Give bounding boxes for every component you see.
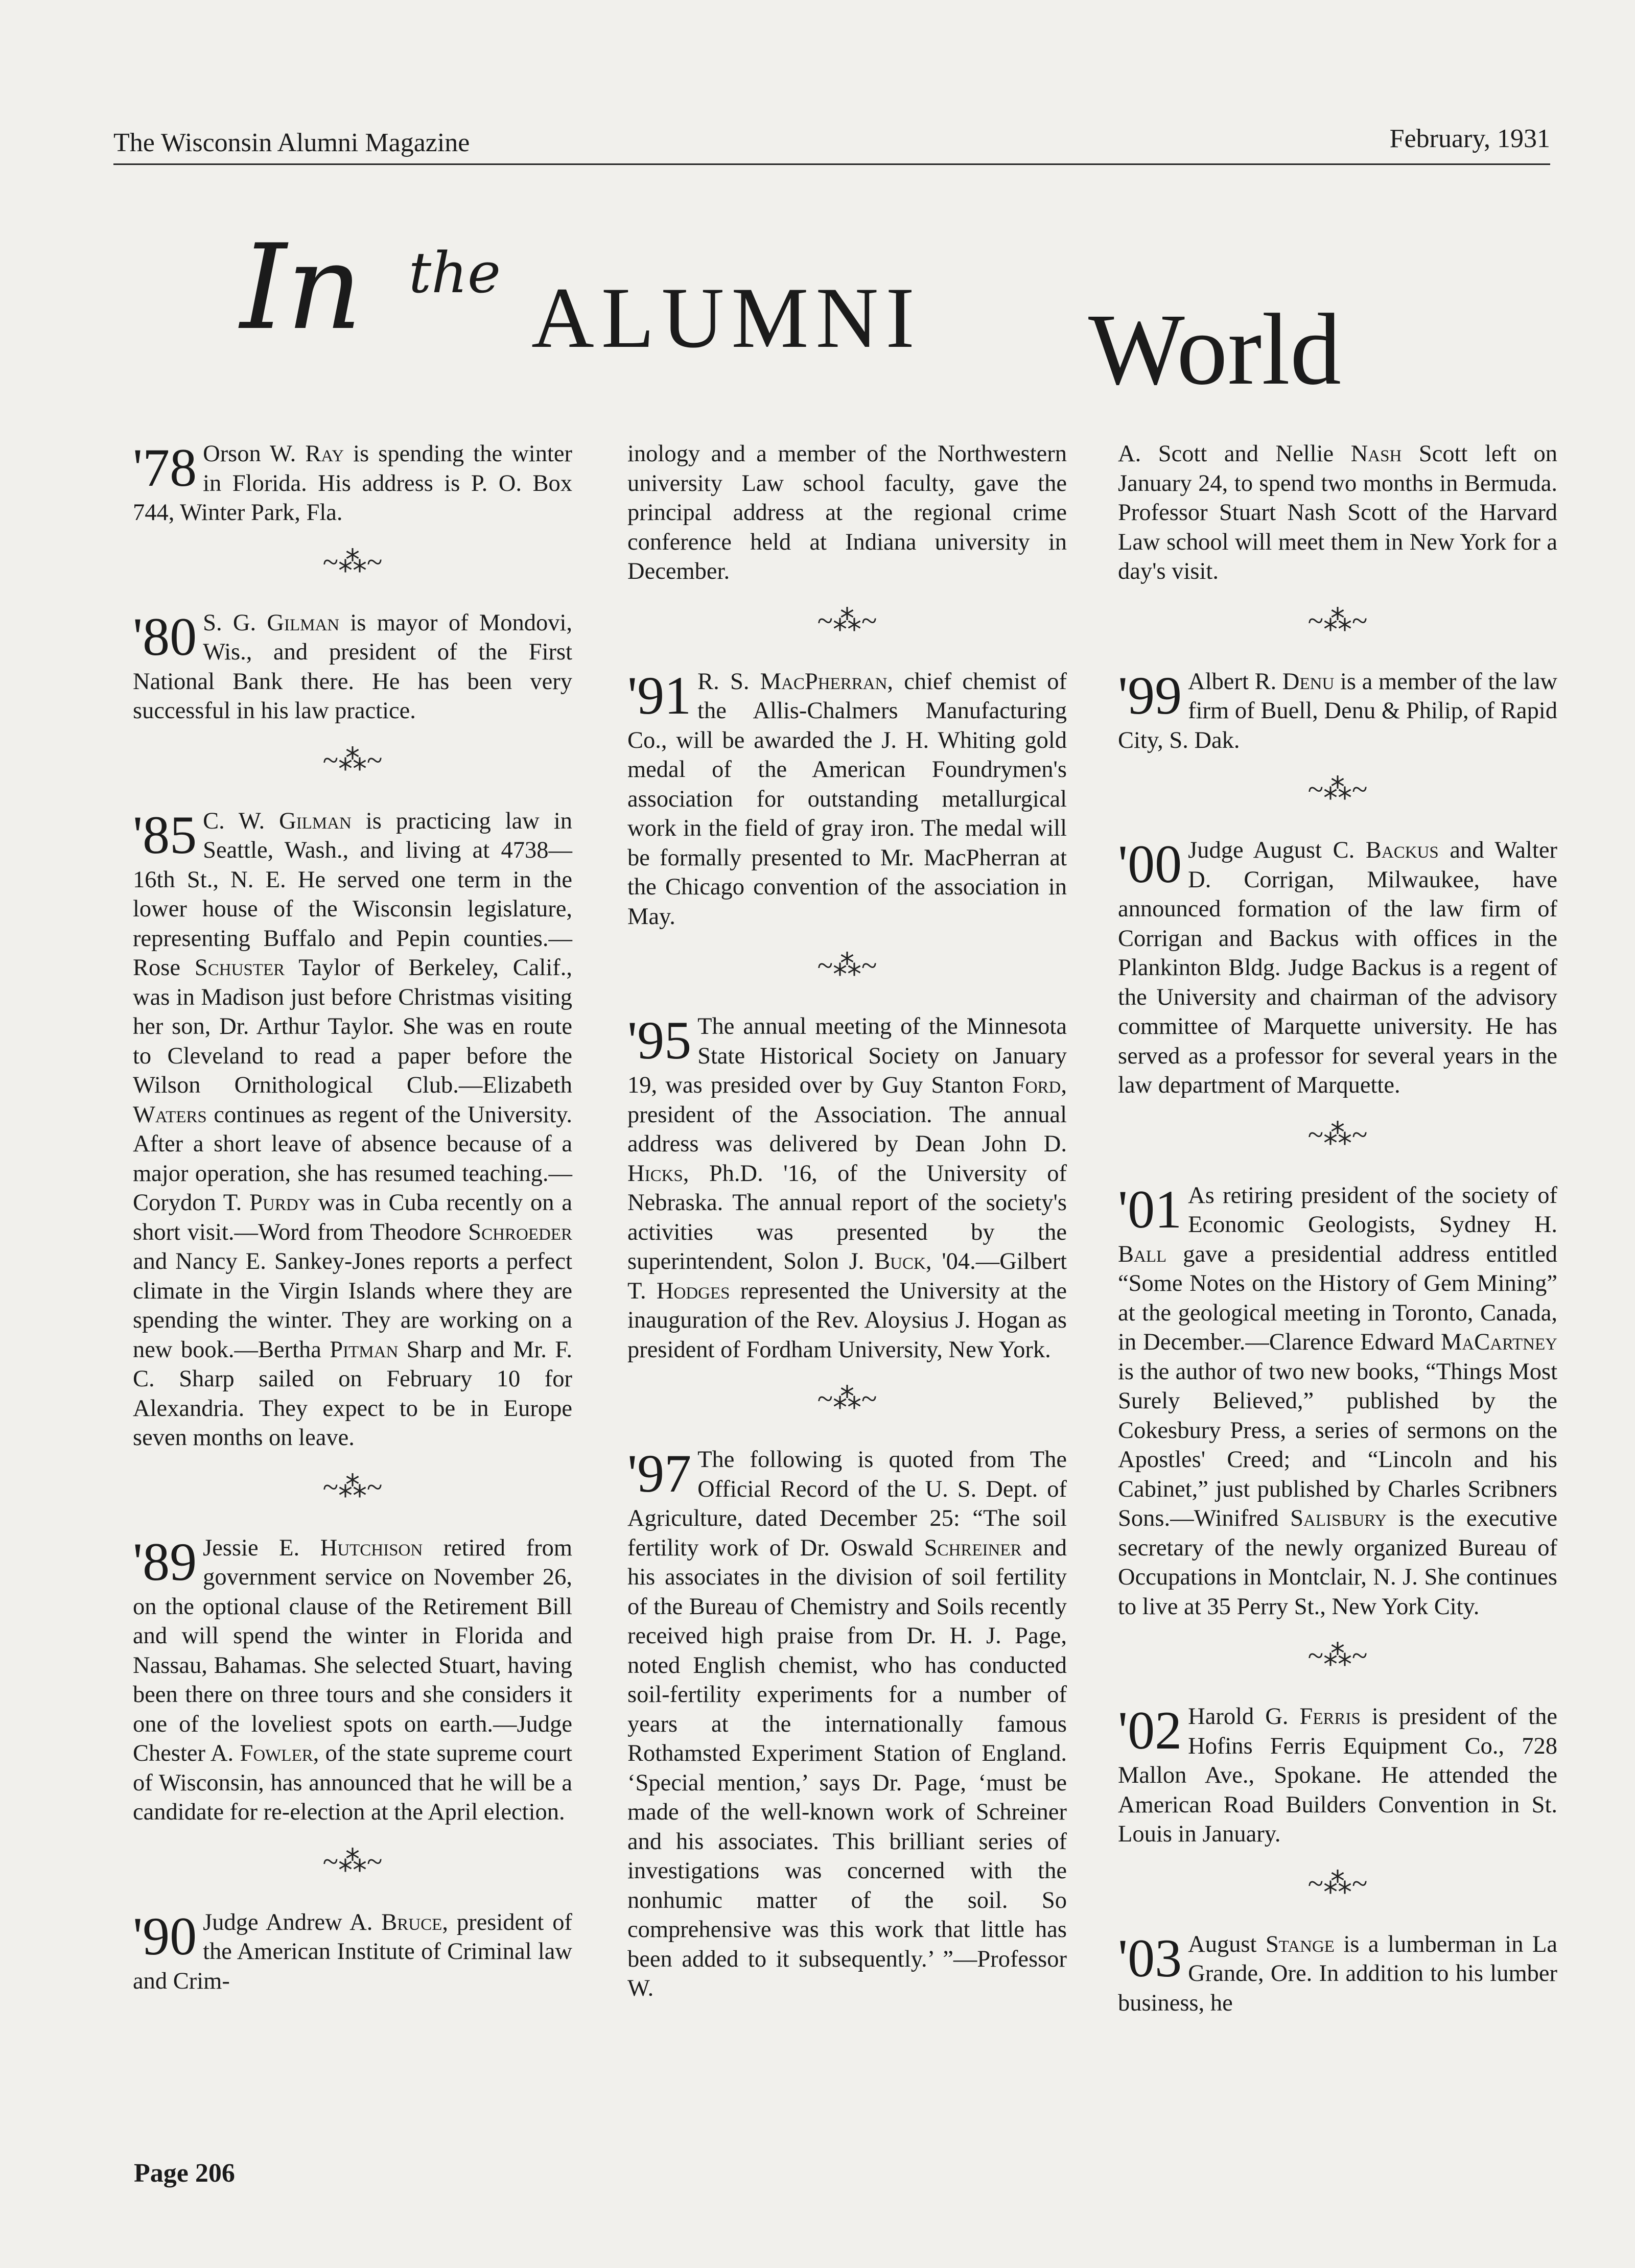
entry-90: '90 Judge Andrew A. Bruce, president of the American Institute of Criminal law and Crim-	[133, 1906, 572, 1994]
title-alumni: ALUMNI	[531, 270, 922, 366]
class-year: '95	[627, 1010, 692, 1070]
entry-00: '00 Judge August C. Backus and Walter D. Corrigan, Milwaukee, have announced formation of the law firm of Corrigan and Backus with offices in the Plankinton Bldg. Judge Backus is a regent of the University and chairman of the advisory committee of Marquette university. He has served as a professor for several years in the law department of Marquette.	[1118, 834, 1557, 1098]
ornament-divider: ~⁂~	[1307, 1868, 1368, 1900]
class-year: '80	[133, 606, 197, 667]
column-1	[133, 439, 572, 1996]
ornament-divider: ~⁂~	[1307, 774, 1368, 806]
entry-91: '91 R. S. MacPherran, chief chemist of the Allis-Chalmers Manufacturing Co., will be awarded the J. H. Whiting gold medal of the American Foundrymen's association for outstanding metallurgical work in the field of gray iron. The medal will be formally presented to Mr. MacPherran at the Chicago convention of the association in May.	[627, 665, 1067, 930]
ornament-divider: ~⁂~	[817, 605, 877, 637]
ornament-divider: ~⁂~	[322, 1471, 383, 1503]
ornament-divider: ~⁂~	[322, 546, 383, 578]
entry-95: '95 The annual meeting of the Minnesota State Historical Society on January 19, was presided over by Guy Stanton Ford, president of the Association. The annual address was delivered by Dean John D. Hicks, Ph.D. '16, of the University of Nebraska. The annual report of the society's activities was presented by the superintendent, Solon J. Buck, '04.—Gilbert T. Hodges represented the University at the inauguration of the Rev. Aloysius J. Hogan as president of Fordham University, New York.	[627, 1010, 1067, 1363]
entry-01: '01 As retiring president of the society of Economic Geologists, Sydney H. Ball gave a presidential address entitled “Some Notes on the History of Gem Mining” at the geological meeting in Toronto, Canada, in December.—Clarence Edward MaCartney is the author of two new books, “Things Most Surely Believed,” published by the Cokesbury Press, a series of sermons on the Apostles' Creed; and “Lincoln and his Cabinet,” just published by Charles Scribners Sons.—Winifred Salisbury is the executive secretary of the newly organized Bureau of Occupations in Montclair, N. J. She continues to live at 35 Perry St., New York City.	[1118, 1179, 1558, 1620]
ornament-divider: ~⁂~	[1307, 605, 1368, 637]
class-year: '00	[1118, 834, 1182, 894]
entry-89: '89 Jessie E. Hutchison retired from government service on November 26, on the optional clause of the Retirement Bill and will spend the winter in Florida and Nassau, Bahamas. She selected Stuart, having been there on three tours and she considers it one of the loveliest spots on earth.—Judge Chester A. Fowler, of the state supreme court of Wisconsin, has announced that he will be a candidate for re-election at the April election.	[133, 1531, 572, 1825]
ornament-divider: ~⁂~	[817, 1383, 877, 1415]
entry-99: '99 Albert R. Denu is a member of the law firm of Buell, Denu & Philip, of Rapid City, S. Dak.	[1118, 665, 1558, 753]
entry-80: '80 S. G. Gilman is mayor of Mondovi, Wis., and president of the First National Bank there. He has been very successful in his law practice.	[133, 606, 572, 724]
entry-97-continued: A. Scott and Nellie Nash Scott left on January 24, to spend two months in Bermuda. Professor Stuart Nash Scott of the Harvard Law school will meet them in New York for a day's visit.	[1118, 441, 1557, 584]
class-year: '85	[133, 805, 197, 865]
magazine-title: The Wisconsin Alumni Magazine	[113, 128, 470, 157]
class-year: '89	[133, 1531, 197, 1592]
entry-85: '85 C. W. Gilman is practicing law in Seattle, Wash., and living at 4738—16th St., N. E. He served one term in the lower house of the Wisconsin legislature, representing Buffalo and Pepin counties.—Rose Schuster Taylor of Berkeley, Calif., was in Madison just before Christmas visiting her son, Dr. Arthur Taylor. She was en route to Cleveland to read a paper before the Wilson Ornithological Club.—Elizabeth Waters continues as regent of the University. After a short leave of absence because of a major operation, she has resumed teaching.—Corydon T. Purdy was in Cuba recently on a short visit.—Word from Theodore Schroeder and Nancy E. Sankey-Jones reports a perfect climate in the Virgin Islands where they are spending the winter. They are working on a new book.—Bertha Pitman Sharp and Mr. F. C. Sharp sailed on February 10 for Alexandria. They expect to be in Europe seven months on leave.	[133, 805, 573, 1451]
class-year: '02	[1118, 1700, 1182, 1760]
title-world: World	[1088, 293, 1341, 406]
ornament-divider: ~⁂~	[1307, 1119, 1368, 1151]
ornament-divider: ~⁂~	[322, 1846, 383, 1878]
title-in: In	[240, 220, 362, 356]
entry-78: '78 Orson W. Ray is spending the winter in Florida. His address is P. O. Box 744, Winter Park, Fla.	[133, 438, 572, 526]
class-year: '78	[133, 438, 197, 498]
class-year: '97	[627, 1444, 692, 1503]
class-year: '01	[1118, 1179, 1182, 1239]
entry-02: '02 Harold G. Ferris is president of the Hofins Ferris Equipment Co., 728 Mallon Ave., Spokane. He attended the American Road Builders Convention in St. Louis in January.	[1118, 1700, 1557, 1847]
section-title	[240, 220, 1466, 406]
class-year: '03	[1118, 1928, 1182, 1988]
class-year: '99	[1118, 665, 1182, 725]
ornament-divider: ~⁂~	[1307, 1640, 1368, 1672]
column-2	[627, 439, 1067, 2003]
entry-97: '97 The following is quoted from The Official Record of the U. S. Dept. of Agriculture, dated December 25: “The soil fertility work of Dr. Oswald Schreiner and his associates in the division of soil fertility of the Bureau of Chemistry and Soils recently received high praise from Dr. H. J. Page, noted English chemist, who has conducted soil-fertility experiments for a number of years at the internationally famous Rothamsted Experiment Station of England. ‘Special mention,’ says Dr. Page, ‘must be made of the well-known work of Schreiner and his associates. This brilliant series of investigations was concerned with the nonhumic matter of the soil. So comprehensive was this work that little has been added to it subsequently.’ ”—Professor W.	[627, 1444, 1067, 2001]
column-3	[1118, 439, 1557, 2018]
entry-03: '03 August Stange is a lumberman in La Grande, Ore. In addition to his lumber business, he	[1118, 1928, 1557, 2016]
class-year: '91	[627, 665, 692, 725]
ornament-divider: ~⁂~	[817, 950, 877, 982]
entry-90-continued: inology and a member of the Northwestern university Law school faculty, gave the principal address at the regional crime conference held at Indiana university in December.	[627, 441, 1067, 584]
class-year: '90	[133, 1906, 197, 1966]
issue-date: February, 1931	[1389, 124, 1550, 153]
header-rule	[113, 163, 1550, 165]
ornament-divider: ~⁂~	[322, 744, 383, 776]
page-header	[113, 124, 1550, 164]
title-the: the	[409, 240, 501, 305]
page-number: Page 206	[134, 2159, 235, 2188]
